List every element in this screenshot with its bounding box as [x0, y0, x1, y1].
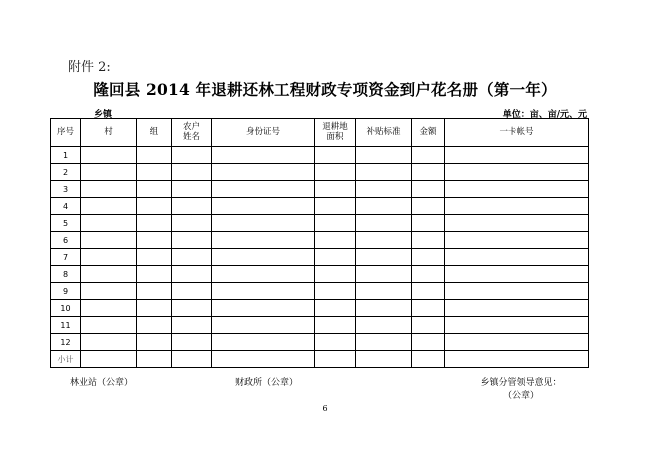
empty-cell [172, 351, 212, 368]
header-cell-id-number: 身份证号 [212, 119, 315, 147]
empty-cell [412, 283, 445, 300]
empty-cell [445, 334, 589, 351]
empty-cell [137, 266, 172, 283]
empty-cell [315, 283, 356, 300]
empty-cell [172, 249, 212, 266]
empty-cell [356, 351, 412, 368]
empty-cell [172, 198, 212, 215]
empty-cell [137, 147, 172, 164]
document-title: 隆回县 2014 年退耕还林工程财政专项资金到户花名册（第一年） [93, 80, 557, 99]
empty-cell [172, 147, 212, 164]
empty-cell [212, 351, 315, 368]
empty-cell [172, 300, 212, 317]
empty-cell [172, 283, 212, 300]
empty-cell [412, 300, 445, 317]
table-row [51, 283, 589, 300]
empty-cell [81, 351, 137, 368]
empty-cell [412, 351, 445, 368]
empty-cell [412, 181, 445, 198]
empty-cell [356, 334, 412, 351]
empty-cell [212, 232, 315, 249]
finance-office-seal: 财政所（公章） [235, 378, 299, 388]
table-total-row [51, 351, 589, 368]
empty-cell [137, 351, 172, 368]
row-number-cell: 8 [51, 266, 81, 283]
empty-cell [412, 198, 445, 215]
empty-cell [445, 266, 589, 283]
empty-cell [137, 283, 172, 300]
empty-cell [137, 300, 172, 317]
empty-cell [137, 249, 172, 266]
empty-cell [315, 317, 356, 334]
empty-cell [315, 147, 356, 164]
header-cell-group: 组 [137, 119, 172, 147]
table-row [51, 147, 589, 164]
empty-cell [137, 164, 172, 181]
empty-cell [315, 198, 356, 215]
empty-cell [445, 232, 589, 249]
empty-cell [412, 232, 445, 249]
empty-cell [356, 198, 412, 215]
roster-table [50, 118, 589, 368]
attachment-label: 附件 2: [68, 60, 111, 75]
empty-cell [315, 334, 356, 351]
header-cell-area: 退耕地 面积 [315, 119, 356, 147]
table-header-row [51, 119, 589, 147]
empty-cell [445, 215, 589, 232]
empty-cell [137, 198, 172, 215]
empty-cell [356, 147, 412, 164]
row-number-cell: 5 [51, 215, 81, 232]
table-row [51, 198, 589, 215]
empty-cell [212, 181, 315, 198]
header-cell-standard: 补贴标准 [356, 119, 412, 147]
empty-cell [212, 300, 315, 317]
table-row [51, 164, 589, 181]
page-number: 6 [322, 404, 328, 413]
empty-cell [81, 164, 137, 181]
empty-cell [315, 164, 356, 181]
empty-cell [81, 334, 137, 351]
empty-cell [81, 300, 137, 317]
table-row [51, 249, 589, 266]
empty-cell [445, 181, 589, 198]
empty-cell [315, 215, 356, 232]
table-row [51, 334, 589, 351]
empty-cell [412, 215, 445, 232]
empty-cell [172, 266, 212, 283]
empty-cell [412, 147, 445, 164]
empty-cell [356, 181, 412, 198]
empty-cell [445, 147, 589, 164]
empty-cell [356, 164, 412, 181]
empty-cell [212, 334, 315, 351]
table-row [51, 215, 589, 232]
empty-cell [445, 283, 589, 300]
empty-cell [356, 215, 412, 232]
empty-cell [81, 198, 137, 215]
table-body [51, 147, 589, 368]
empty-cell [137, 317, 172, 334]
empty-cell [137, 215, 172, 232]
township-leader-opinion-label: 乡镇分管领导意见： [480, 378, 562, 388]
empty-cell [137, 181, 172, 198]
township-leader-seal: （公章） [502, 391, 539, 401]
empty-cell [315, 181, 356, 198]
empty-cell [212, 317, 315, 334]
header-cell-seq: 序号 [51, 119, 81, 147]
empty-cell [445, 300, 589, 317]
empty-cell [445, 351, 589, 368]
empty-cell [172, 317, 212, 334]
header-cell-farmer-name: 农户 姓名 [172, 119, 212, 147]
row-number-cell: 6 [51, 232, 81, 249]
empty-cell [172, 334, 212, 351]
table-row [51, 317, 589, 334]
empty-cell [137, 232, 172, 249]
row-number-cell: 9 [51, 283, 81, 300]
empty-cell [172, 181, 212, 198]
empty-cell [412, 249, 445, 266]
empty-cell [212, 147, 315, 164]
empty-cell [81, 283, 137, 300]
empty-cell [356, 266, 412, 283]
header-cell-village: 村 [81, 119, 137, 147]
empty-cell [445, 317, 589, 334]
empty-cell [315, 351, 356, 368]
row-number-cell: 3 [51, 181, 81, 198]
empty-cell [356, 283, 412, 300]
row-number-cell: 12 [51, 334, 81, 351]
empty-cell [356, 232, 412, 249]
township-label: 乡镇 [94, 110, 113, 120]
empty-cell [81, 215, 137, 232]
header-cell-amount: 金额 [412, 119, 445, 147]
table-row [51, 300, 589, 317]
empty-cell [356, 317, 412, 334]
empty-cell [137, 334, 172, 351]
unit-label: 单位：亩、亩/元、元 [502, 110, 587, 120]
row-number-cell: 2 [51, 164, 81, 181]
empty-cell [412, 164, 445, 181]
empty-cell [212, 164, 315, 181]
row-number-cell: 1 [51, 147, 81, 164]
empty-cell [172, 232, 212, 249]
empty-cell [81, 147, 137, 164]
empty-cell [315, 300, 356, 317]
empty-cell [172, 215, 212, 232]
row-number-cell: 4 [51, 198, 81, 215]
table-row [51, 232, 589, 249]
row-number-cell: 7 [51, 249, 81, 266]
row-number-cell: 10 [51, 300, 81, 317]
header-cell-account: 一卡帐号 [445, 119, 589, 147]
empty-cell [445, 164, 589, 181]
forestry-station-seal: 林业站（公章） [70, 378, 134, 388]
empty-cell [412, 317, 445, 334]
empty-cell [315, 266, 356, 283]
empty-cell [212, 283, 315, 300]
row-number-cell: 11 [51, 317, 81, 334]
empty-cell [412, 334, 445, 351]
empty-cell [81, 232, 137, 249]
empty-cell [412, 266, 445, 283]
table-row [51, 181, 589, 198]
empty-cell [315, 249, 356, 266]
empty-cell [212, 198, 315, 215]
empty-cell [81, 181, 137, 198]
table-row [51, 266, 589, 283]
empty-cell [445, 249, 589, 266]
empty-cell [356, 300, 412, 317]
empty-cell [212, 249, 315, 266]
empty-cell [81, 317, 137, 334]
empty-cell [81, 249, 137, 266]
empty-cell [356, 249, 412, 266]
empty-cell [315, 232, 356, 249]
empty-cell [212, 266, 315, 283]
row-number-cell: 小计 [51, 351, 81, 368]
empty-cell [445, 198, 589, 215]
empty-cell [212, 215, 315, 232]
empty-cell [172, 164, 212, 181]
township-leader-opinion [466, 375, 576, 401]
empty-cell [81, 266, 137, 283]
